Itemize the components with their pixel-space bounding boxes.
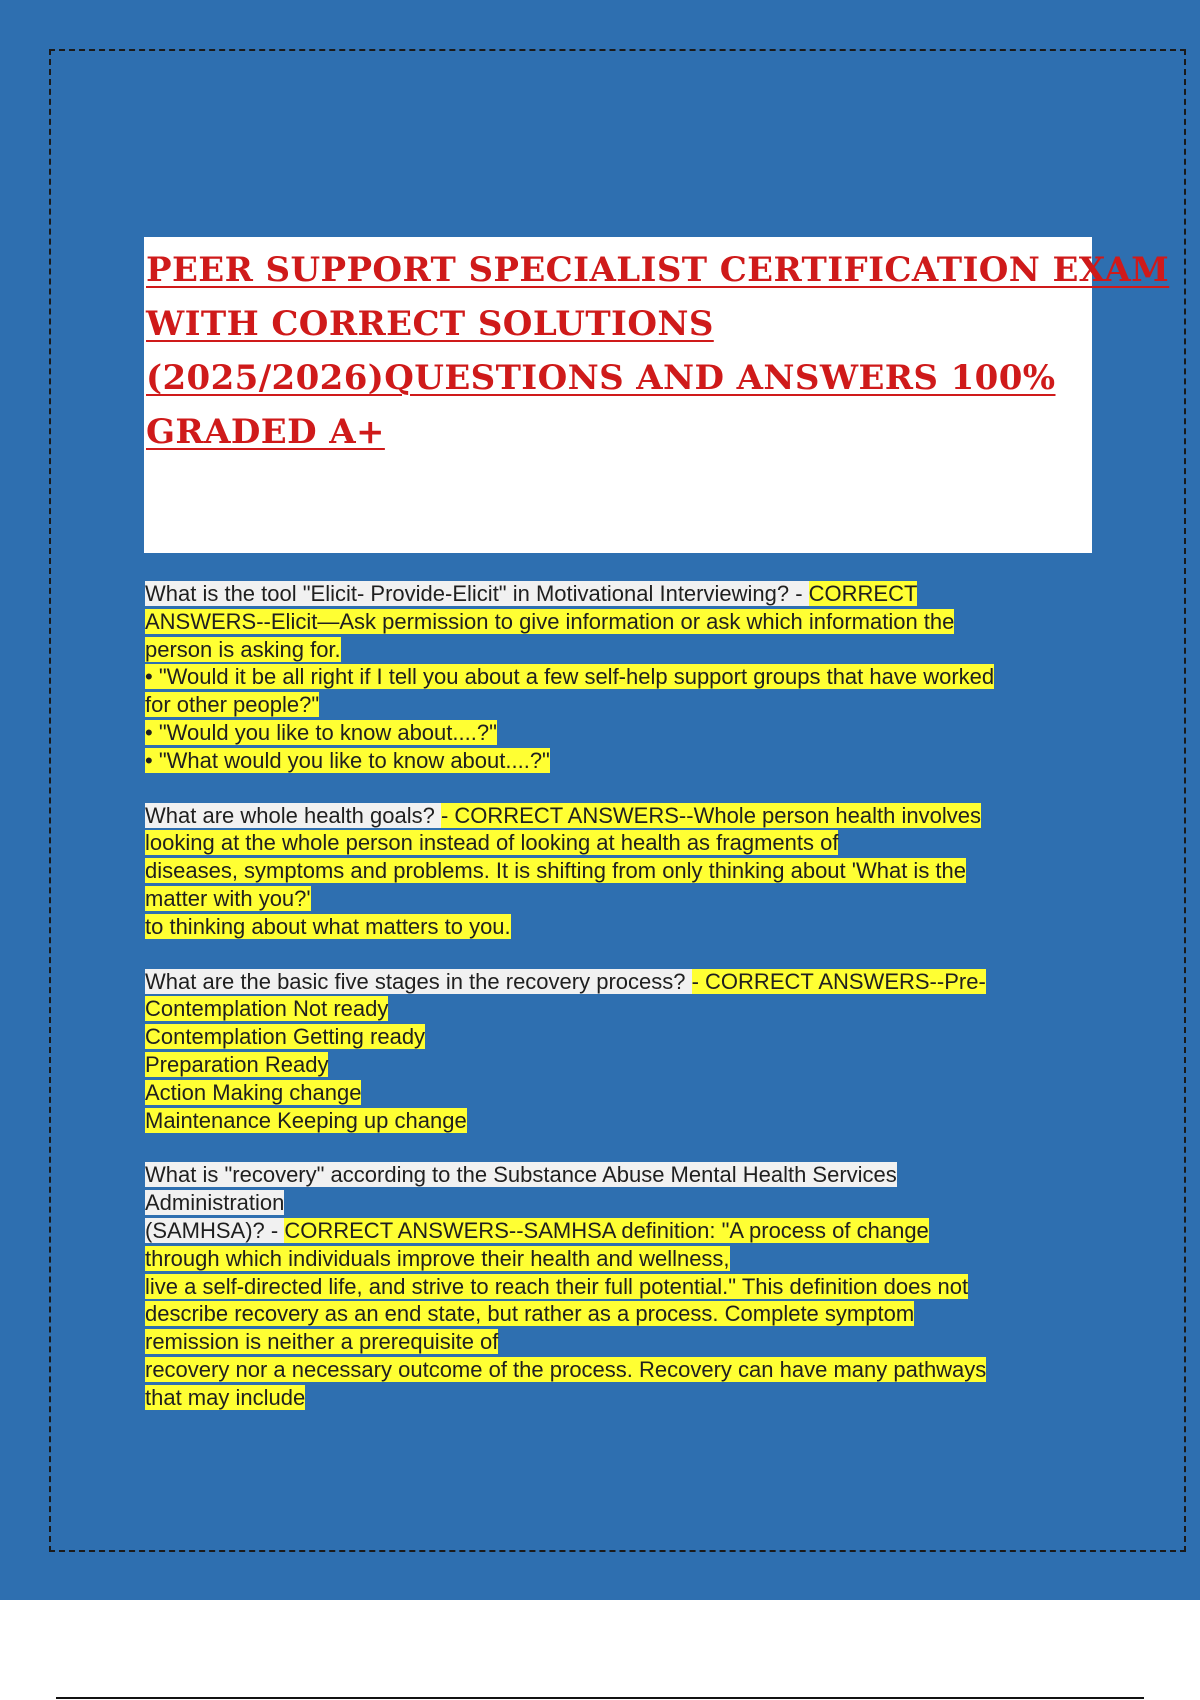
answer-text: CORRECT	[808, 581, 918, 606]
answer-text: through which individuals improve their health and wellness,	[145, 1245, 730, 1271]
answer-text: • "What would you like to know about....?"	[145, 747, 550, 773]
answer-text: Contemplation Getting ready	[145, 1024, 426, 1050]
qa-line	[145, 857, 1090, 885]
answer-text: Preparation Ready	[145, 1051, 329, 1077]
qa-line	[145, 1051, 1090, 1079]
qa-block	[145, 1161, 1090, 1411]
qa-line	[145, 885, 1090, 913]
answer-text: • "Would you like to know about....?"	[145, 719, 497, 745]
answer-text: Contemplation Not ready	[145, 996, 389, 1022]
answer-text: looking at the whole person instead of looking at health as fragments of	[145, 830, 839, 856]
qa-line	[145, 719, 1090, 747]
answer-text: diseases, symptoms and problems. It is shifting from only thinking about 'What is the	[145, 858, 967, 884]
question-text: What is "recovery" according to the Substance Abuse Mental Health Services	[145, 1162, 897, 1188]
title-line: GRADED A+	[146, 412, 385, 452]
question-text: What are the basic five stages in the recovery process?	[145, 968, 692, 994]
answer-text: - CORRECT ANSWERS--Pre-	[691, 968, 986, 994]
qa-line	[145, 1356, 1090, 1384]
title-line: WITH CORRECT SOLUTIONS	[146, 304, 714, 344]
question-text: What is the tool "Elicit- Provide-Elicit" in Motivational Interviewing? -	[145, 581, 809, 606]
qa-line	[145, 636, 1090, 664]
qa-block	[145, 580, 1090, 775]
qa-line	[145, 1245, 1090, 1273]
qa-line	[145, 1107, 1090, 1135]
qa-line	[145, 1189, 1090, 1217]
qa-line	[145, 1273, 1090, 1301]
question-text: What are whole health goals?	[145, 802, 441, 828]
qa-line	[145, 829, 1090, 857]
title-line: PEER SUPPORT SPECIALIST CERTIFICATION EXAM	[146, 250, 1170, 290]
answer-text: describe recovery as an end state, but rather as a process. Complete symptom	[145, 1301, 915, 1327]
answer-text: recovery nor a necessary outcome of the process. Recovery can have many pathways	[145, 1356, 987, 1382]
answer-text: CORRECT ANSWERS--SAMHSA definition: "A process of change	[284, 1217, 929, 1243]
answer-text: that may include	[145, 1384, 306, 1410]
answer-text: remission is neither a prerequisite of	[145, 1329, 499, 1355]
qa-line	[145, 995, 1090, 1023]
qa-line	[145, 747, 1090, 775]
answer-text: Maintenance Keeping up change	[145, 1107, 467, 1133]
qa-content	[145, 580, 1090, 1439]
qa-line	[145, 802, 1090, 830]
answer-text: - CORRECT ANSWERS--Whole person health involves	[440, 802, 981, 828]
answer-text: matter with you?'	[145, 885, 311, 911]
qa-line	[145, 1217, 1090, 1245]
footer-rule	[56, 1697, 1144, 1699]
answer-text: Action Making change	[145, 1079, 362, 1105]
qa-line	[145, 1384, 1090, 1412]
qa-line	[145, 1079, 1090, 1107]
answer-text: person is asking for.	[145, 636, 341, 662]
qa-line	[145, 691, 1090, 719]
question-text: (SAMHSA)? -	[145, 1217, 285, 1243]
qa-line	[145, 608, 1090, 636]
title-line: (2025/2026)QUESTIONS AND ANSWERS 100%	[146, 358, 1056, 398]
qa-line	[145, 1300, 1090, 1328]
qa-line	[145, 663, 1090, 691]
qa-block	[145, 968, 1090, 1135]
title-box	[144, 237, 1170, 553]
answer-text: to thinking about what matters to you.	[145, 913, 511, 939]
answer-text: for other people?"	[145, 692, 320, 718]
answer-text: • "Would it be all right if I tell you about a few self-help support groups that have worked	[145, 664, 995, 690]
question-text: Administration	[145, 1190, 285, 1216]
answer-text: ANSWERS--Elicit—Ask permission to give information or ask which information the	[145, 608, 955, 634]
answer-text: live a self-directed life, and strive to reach their full potential." This definition does not	[145, 1273, 969, 1299]
qa-line	[145, 913, 1090, 941]
qa-line	[145, 580, 1090, 608]
qa-line	[145, 1161, 1090, 1189]
qa-line	[145, 1328, 1090, 1356]
qa-line	[145, 1023, 1090, 1051]
qa-line	[145, 968, 1090, 996]
qa-block	[145, 802, 1090, 941]
